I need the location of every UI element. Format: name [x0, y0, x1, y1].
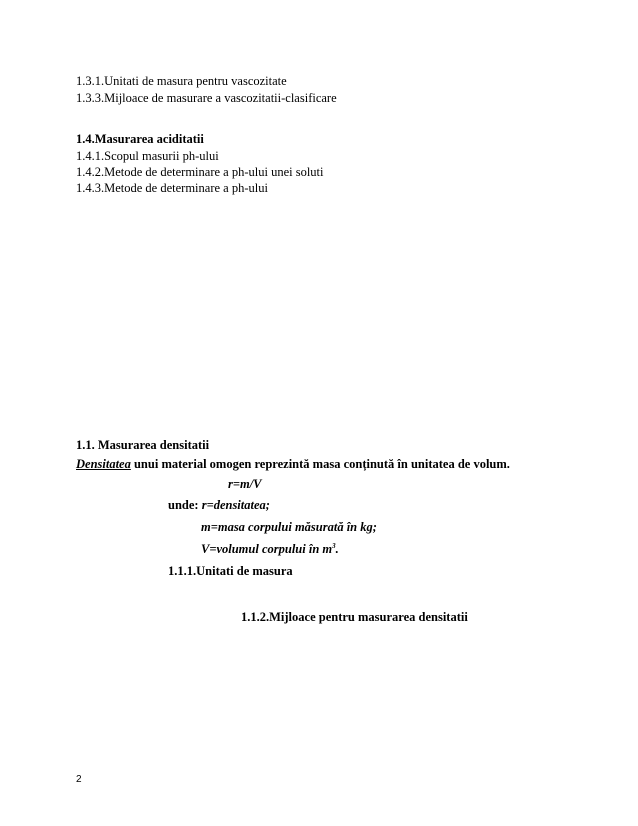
- unde-line: [168, 497, 270, 513]
- volume-definition-end: .: [335, 542, 339, 556]
- section-heading: 1.1. Masurarea densitatii: [76, 438, 210, 452]
- subsection-112: 1.1.2.Mijloace pentru masurarea densitatii: [241, 610, 468, 624]
- unde-label: unde:: [168, 498, 202, 512]
- toc-heading-14: 1.4.Masurarea aciditatii: [76, 132, 204, 146]
- unde-value: r=densitatea;: [201, 498, 270, 512]
- mass-definition: m=masa corpului măsurată în kg;: [201, 520, 377, 534]
- definition-term: Densitatea: [76, 457, 131, 471]
- toc-line-143: 1.4.3.Metode de determinare a ph-ului: [76, 181, 268, 195]
- density-formula: r=m/V: [228, 477, 262, 491]
- page-number: 2: [76, 774, 82, 785]
- volume-definition-text: V=volumul corpului în m: [201, 542, 333, 556]
- toc-line-131: 1.3.1.Unitati de masura pentru vascozitate: [76, 74, 287, 88]
- volume-definition: [201, 541, 339, 557]
- toc-line-142: 1.4.2.Metode de determinare a ph-ului unei soluti: [76, 165, 324, 179]
- definition-line: [76, 456, 510, 472]
- definition-text: unui material omogen reprezintă masa conținută în unitatea de volum.: [130, 457, 510, 471]
- toc-line-133: 1.3.3.Mijloace de masurare a vascozitatii-clasificare: [76, 91, 337, 105]
- toc-line-141: 1.4.1.Scopul masurii ph-ului: [76, 149, 219, 163]
- volume-superscript: 3: [332, 541, 336, 550]
- subsection-111: 1.1.1.Unitati de masura: [168, 564, 293, 578]
